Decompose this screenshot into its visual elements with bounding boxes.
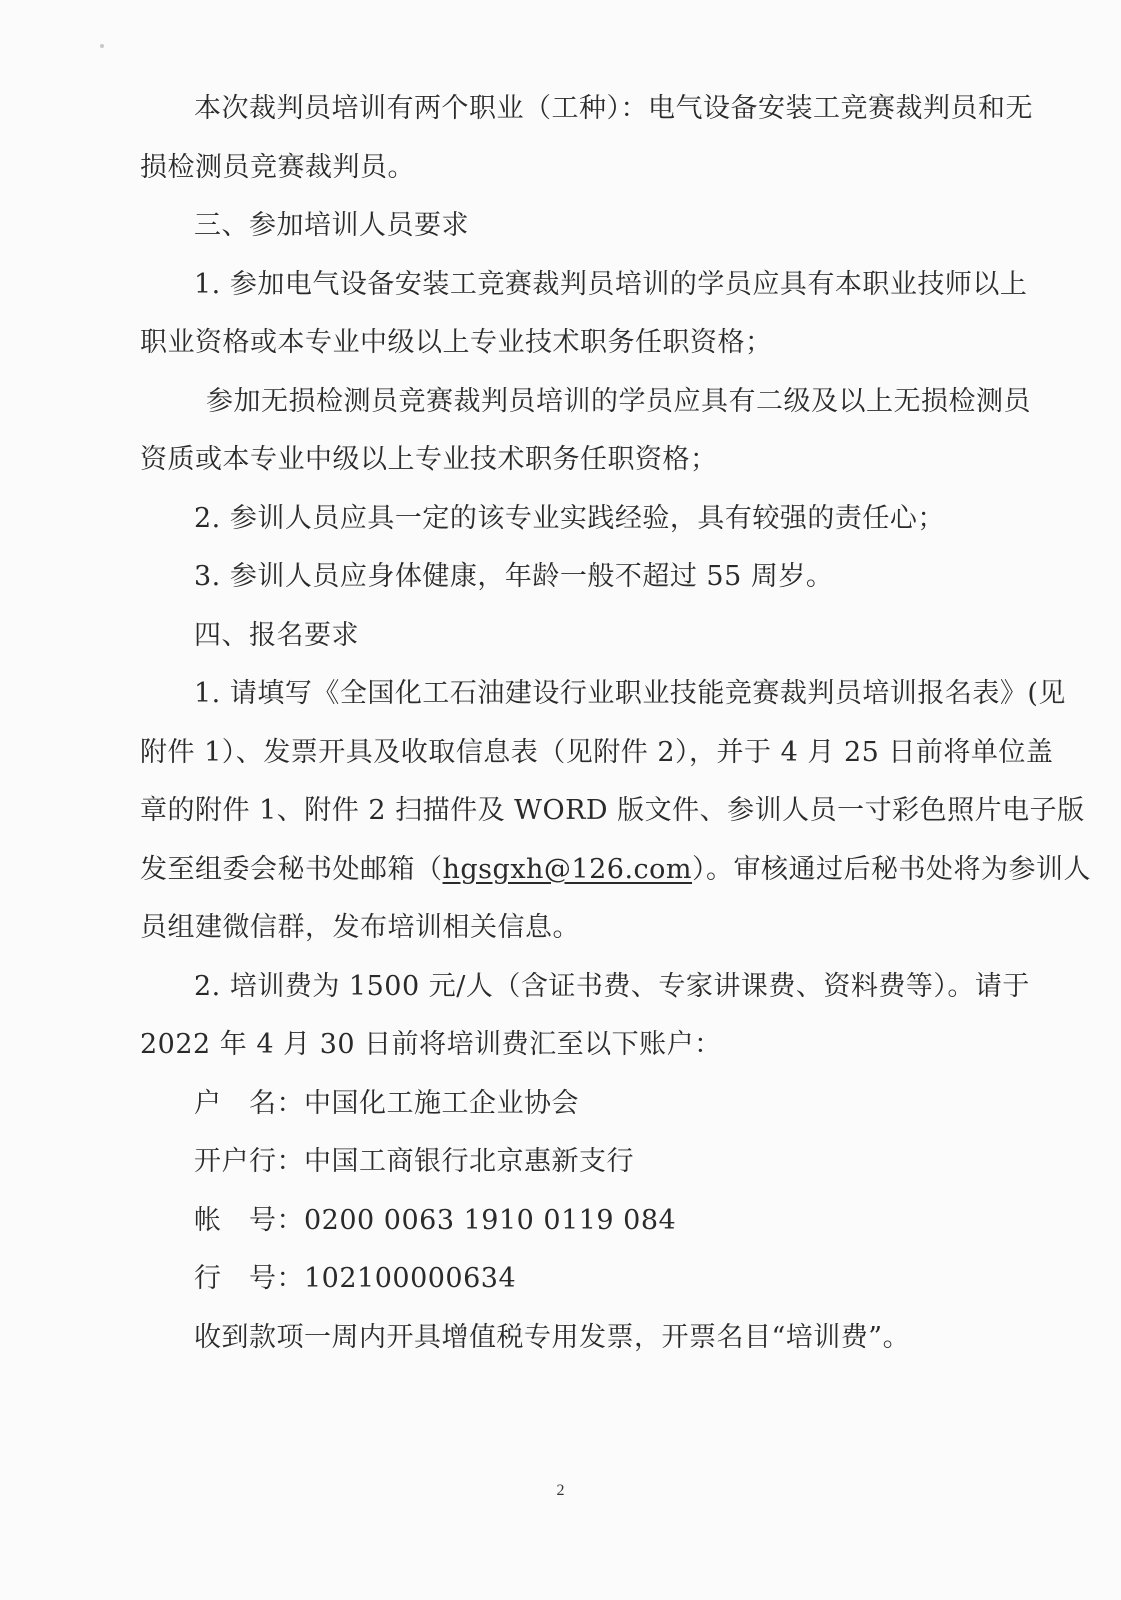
section-heading: 三、参加培训人员要求 <box>194 210 469 241</box>
requirement-item: 1. 参加电气设备安装工竞赛裁判员培训的学员应具有本职业技师以上 <box>194 268 1028 300</box>
registration-item-cont: 员组建微信群，发布培训相关信息。 <box>140 912 580 943</box>
requirement-item: 2. 参训人员应具一定的该专业实践经验，具有较强的责任心； <box>194 502 945 534</box>
account-bank: 开户行：中国工商银行北京惠新支行 <box>194 1146 634 1177</box>
account-bank-code: 行 号：102100000634 <box>194 1263 517 1294</box>
account-number: 帐 号：0200 0063 1910 0119 084 <box>194 1204 677 1236</box>
requirement-item: 参加无损检测员竞赛裁判员培训的学员应具有二级及以上无损检测员 <box>206 385 1031 417</box>
text-segment: 发至组委会秘书处邮箱（ <box>140 853 443 885</box>
registration-item: 1. 请填写《全国化工石油建设行业职业技能竞赛裁判员培训报名表》(见 <box>194 678 1066 709</box>
requirement-item-cont: 职业资格或本专业中级以上专业技术职务任职资格； <box>140 327 773 358</box>
fee-item: 2. 培训费为 1500 元/人（含证书费、专家讲课费、资料费等）。请于 <box>194 970 1030 1002</box>
section-heading: 四、报名要求 <box>194 619 359 651</box>
registration-item-cont: 章的附件 1、附件 2 扫描件及 WORD 版文件、参训人员一寸彩色照片电子版 <box>140 795 1085 826</box>
page-number: 2 <box>556 1482 565 1499</box>
account-name: 户 名：中国化工施工企业协会 <box>194 1087 579 1119</box>
fee-item-cont: 2022 年 4 月 30 日前将培训费汇至以下账户： <box>140 1029 722 1060</box>
paragraph-line: 损检测员竞赛裁判员。 <box>140 151 415 183</box>
paragraph-line: 本次裁判员培训有两个职业（工种）：电气设备安装工竞赛裁判员和无 <box>194 93 1033 124</box>
document-body <box>140 80 1092 1367</box>
registration-item-cont <box>140 841 1092 900</box>
scan-speck <box>100 44 104 48</box>
invoice-note: 收到款项一周内开具增值税专用发票，开票名目“培训费”。 <box>194 1321 911 1353</box>
requirement-item: 3. 参训人员应身体健康，年龄一般不超过 55 周岁。 <box>194 561 834 592</box>
requirement-item-cont: 资质或本专业中级以上专业技术职务任职资格； <box>140 444 718 475</box>
text-segment: ）。审核通过后秘书处将为参训人 <box>692 853 1092 885</box>
registration-item-cont: 附件 1）、发票开具及收取信息表（见附件 2），并于 4 月 25 日前将单位盖 <box>140 736 1054 768</box>
email-link[interactable]: hgsgxh@126.com <box>442 853 693 885</box>
